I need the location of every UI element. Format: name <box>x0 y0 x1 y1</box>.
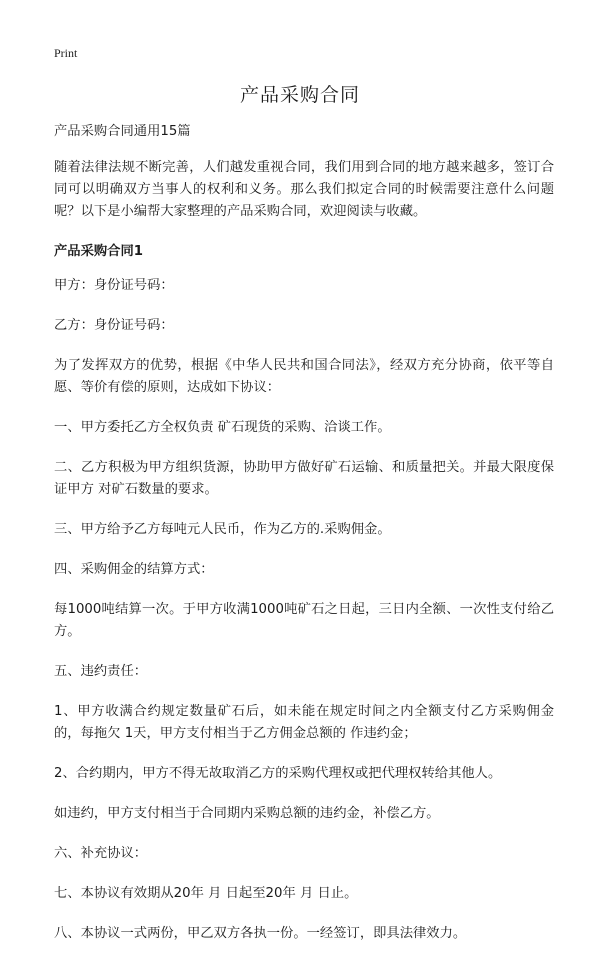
clause-5-item-2: 2、合约期内，甲方不得无故取消乙方的采购代理权或把代理权转给其他人。 <box>54 766 502 781</box>
clause-6: 六、补充协议： <box>54 846 148 861</box>
clause-1: 一、甲方委托乙方全权负责 矿石现货的采购、洽谈工作。 <box>54 420 391 435</box>
paragraph-preamble: 为了发挥双方的优势，根据《中华人民共和国合同法》，经双方充分协商，依平等自愿、等价有偿的原则，达成如下协议： <box>54 358 554 395</box>
document-subtitle: 产品采购合同通用15篇 <box>54 124 191 139</box>
paragraph-party-a: 甲方：身份证号码： <box>54 278 174 293</box>
paragraph-party-b: 乙方：身份证号码： <box>54 318 174 333</box>
clause-5-penalty: 如违约，甲方支付相当于合同期内采购总额的违约金，补偿乙方。 <box>54 806 440 821</box>
clause-7: 七、本协议有效期从20年 月 日起至20年 月 日止。 <box>54 886 358 901</box>
clause-2: 二、乙方积极为甲方组织货源，协助甲方做好矿石运输、和质量把关。并最大限度保证甲方 对矿石数量的要求。 <box>54 460 554 497</box>
clause-8: 八、本协议一式两份，甲乙双方各执一份。一经签订，即具法律效力。 <box>54 926 467 941</box>
intro-paragraph: 随着法律法规不断完善，人们越发重视合同，我们用到合同的地方越来越多，签订合同可以明确双方当事人的权利和义务。那么我们拟定合同的时候需要注意什么问题呢？以下是小编帮大家整理的产品采购合同，欢迎阅读与收藏。 <box>54 160 554 219</box>
print-link[interactable]: Print <box>54 46 78 60</box>
section-heading: 产品采购合同1 <box>54 244 144 259</box>
clause-3: 三、甲方给予乙方每吨元人民币，作为乙方的.采购佣金。 <box>54 522 391 537</box>
clause-5-item-1: 1、甲方收满合约规定数量矿石后，如未能在规定时间之内全额支付乙方采购佣金的，每拖欠 1天，甲方支付相当于乙方佣金总额的 作违约金； <box>54 704 554 741</box>
clause-4: 四、采购佣金的结算方式： <box>54 562 214 577</box>
document-title: 产品采购合同 <box>239 84 360 106</box>
clause-5: 五、违约责任： <box>54 664 148 679</box>
document-body <box>54 121 554 963</box>
clause-4-detail: 每1000吨结算一次。于甲方收满1000吨矿石之日起，三日内全额、一次性支付给乙方。 <box>54 602 554 639</box>
